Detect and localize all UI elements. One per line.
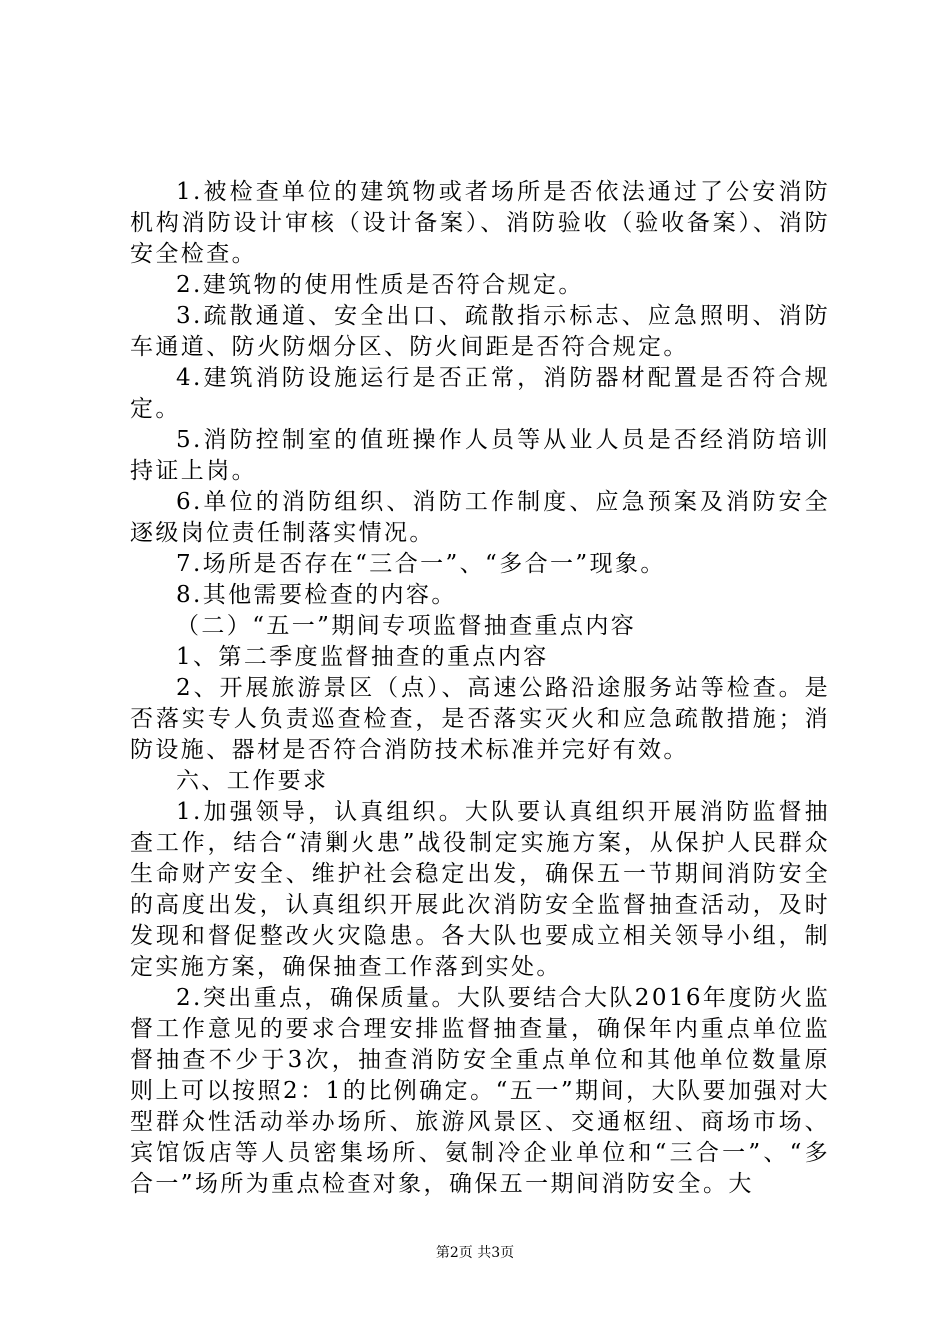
paragraph-q2-focus: 1、第二季度监督抽查的重点内容 <box>176 644 549 670</box>
paragraph-5: 5.消防控制室的值班操作人员等从业人员是否经消防培训持证上岗。 <box>130 427 830 484</box>
paragraph-8: 8.其他需要检查的内容。 <box>176 582 457 608</box>
paragraph-6: 6.单位的消防组织、消防工作制度、应急预案及消防安全逐级岗位责任制落实情况。 <box>130 489 830 546</box>
section-heading-special-inspection: （二）“五一”期间专项监督抽查重点内容 <box>176 613 637 639</box>
paragraph-4: 4.建筑消防设施运行是否正常，消防器材配置是否符合规定。 <box>130 365 830 422</box>
paragraph-1: 1.被检查单位的建筑物或者场所是否依法通过了公安消防机构消防设计审核（设计备案）、消防验收（验收备案）、消防安全检查。 <box>130 179 830 267</box>
paragraph-7: 7.场所是否存在“三合一”、“多合一”现象。 <box>176 551 666 577</box>
paragraph-scenic-inspection: 2、开展旅游景区（点）、高速公路沿途服务站等检查。是否落实专人负责巡查检查，是否落实灭火和应急疏散措施；消防设施、器材是否符合消防技术标准并完好有效。 <box>130 675 830 763</box>
paragraph-leadership: 1.加强领导，认真组织。大队要认真组织开展消防监督抽查工作，结合“清剿火患”战役制定实施方案，从保护人民群众生命财产安全、维护社会稳定出发，确保五一节期间消防安全的高度出发，认真组织开展此次消防安全监督抽查活动，及时发现和督促整改火灾隐患。各大队也要成立相关领导小组，制定实施方案，确保抽查工作落到实处。 <box>130 799 830 980</box>
paragraph-3: 3.疏散通道、安全出口、疏散指示标志、应急照明、消防车通道、防火防烟分区、防火间距是否符合规定。 <box>130 303 830 360</box>
paragraph-priorities: 2.突出重点，确保质量。大队要结合大队2016年度防火监督工作意见的要求合理安排监督抽查量，确保年内重点单位监督抽查不少于3次，抽查消防安全重点单位和其他单位数量原则上可以按照2：1的比例确定。“五一”期间，大队要加强对大型群众性活动举办场所、旅游风景区、交通枢纽、商场市场、宾馆饭店等人员密集场所、氨制冷企业单位和“三合一”、“多合一”场所为重点检查对象，确保五一期间消防安全。大 <box>130 985 830 1197</box>
document-body <box>130 177 830 1200</box>
page-number-footer: 第2页 共3页 <box>435 1245 515 1261</box>
section-heading-work-requirements: 六、工作要求 <box>176 768 329 794</box>
paragraph-2: 2.建筑物的使用性质是否符合规定。 <box>176 272 584 298</box>
